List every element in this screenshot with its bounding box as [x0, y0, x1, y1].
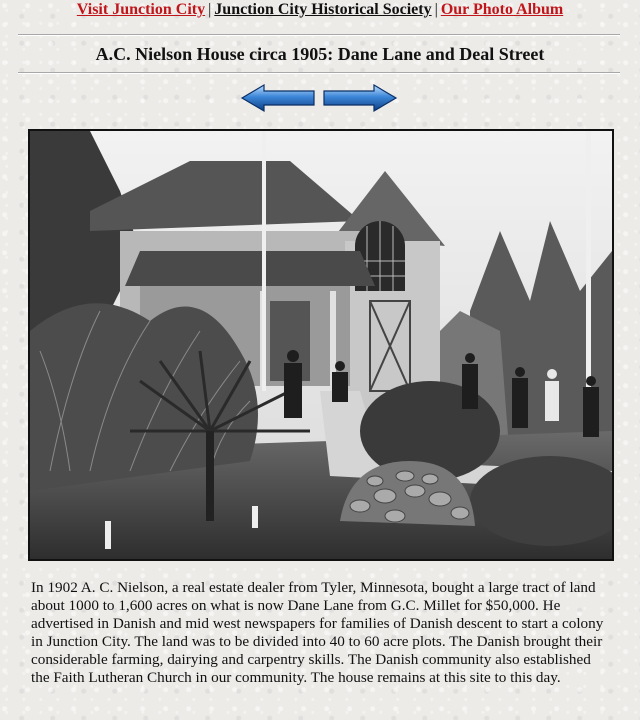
historic-house-photo [28, 129, 614, 561]
divider-bottom [18, 72, 620, 74]
house-photo-illustration [30, 131, 612, 559]
divider-top [18, 34, 620, 36]
right-arrow-icon [322, 83, 398, 113]
nav-separator: | [434, 1, 438, 18]
visit-junction-city-link[interactable]: Visit Junction City [76, 1, 206, 18]
photo-pager [240, 83, 400, 115]
nav-separator: | [208, 1, 212, 18]
photo-album-link[interactable]: Our Photo Album [440, 1, 564, 18]
photo-description: In 1902 A. C. Nielson, a real estate dealer from Tyler, Minnesota, bought a large tract of land about 1000 to 1,600 acres on what is now Dane Lane from G.C. Millet for $50,000. He advertised in Danish and mid west newspapers for families of Danish descent to start a colony in Junction City. The land was to be divided into 40 to 60 acre plots. The Danish brought their considerable farming, dairying and carpentry skills. The Danish community also established the Faith Lutheran Church in our community. The house remains at this site to this day. [31, 579, 604, 687]
historical-society-link[interactable]: Junction City Historical Society [214, 1, 432, 18]
next-photo-button[interactable] [322, 83, 398, 113]
top-navigation [0, 0, 640, 24]
previous-photo-button[interactable] [240, 83, 316, 113]
left-arrow-icon [240, 83, 316, 113]
page-title: A.C. Nielson House circa 1905: Dane Lane and Deal Street [95, 44, 545, 64]
